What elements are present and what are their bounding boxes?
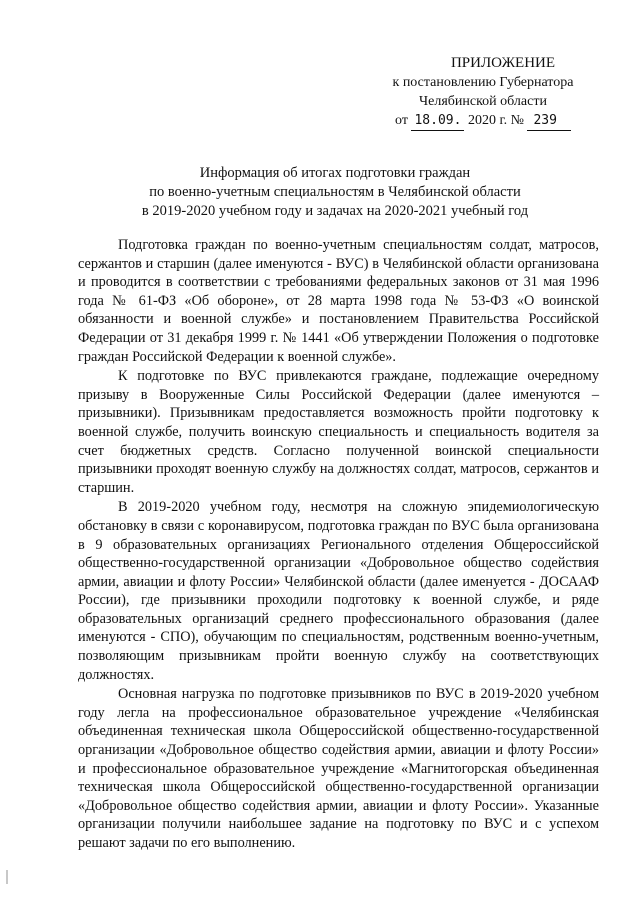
- date-day: 18.09.: [411, 111, 464, 131]
- document-body: [78, 236, 599, 854]
- paragraph: К подготовке по ВУС привлекаются граждане, подлежащие очередному призыву в Вооруженные Силы Российской Федерации (далее именуются – призывники). Призывникам предоставляется возможность пройти подготовку к военной службе, получить воинскую специальность и специальность водителя за счет бюджетных средств. Согласно полученной воинской специальности призывники проходят военную службу на должностях солдат, матросов, сержантов и старшин.: [78, 368, 599, 496]
- appendix-heading: ПРИЛОЖЕНИЕ: [450, 55, 556, 71]
- paragraph: В 2019-2020 учебном году, несмотря на сложную эпидемиологическую обстановку в связи с коронавирусом, подготовка граждан по ВУС была организована в 9 образовательных организациях Регионального отделения Общероссийской общественно-государственной организации «Добровольное общество содействия армии, авиации и флоту России» Челябинской области (далее именуется - ДОСААФ России), где призывники проходили подготовку к военной службе, и ряде образовательных организаций среднего профессионального образования (далее именуются - СПО), обучающим по специальностям, родственным военно-учетным, позволяющим призывникам пройти военную службу на соответствующих должностях.: [78, 499, 599, 683]
- appendix-block: [360, 54, 606, 131]
- document-title: [90, 164, 580, 221]
- document-number: 239: [527, 111, 570, 131]
- paragraph: Основная нагрузка по подготовке призывников по ВУС в 2019-2020 учебном году легла на профессиональное образовательное учреждение «Челябинская объединенная техническая школа Общероссийской общественно-государственной организации «Добровольное общество содействия армии, авиации и флоту России» и профессиональное образовательное учреждение «Магнитогорская объединенная техническая школа Общероссийской общественно-государственной организации «Добровольное общество содействия армии, авиации и флоту России». Указанные организации получили наибольшее задание на подготовку по ВУС и с успехом решают задачи по его выполнению.: [78, 686, 599, 851]
- paragraph: Подготовка граждан по военно-учетным специальностям солдат, матросов, сержантов и старшин (далее именуются - ВУС) в Челябинской области организована и проводится в соответствии с требованиями федеральных законов от 31 мая 1996 года № 61-ФЗ «Об обороне», от 28 марта 1998 года № 53-ФЗ «О воинской обязанности и военной службе» и постановлением Правительства Российской Федерации от 31 декабря 1999 г. № 1441 «Об утверждении Положения о подготовке граждан Российской Федерации к военной службе».: [78, 237, 599, 365]
- appendix-line-1: к постановлению Губернатора: [392, 75, 574, 90]
- date-year: 2020 г. №: [467, 113, 524, 128]
- title-line-3: в 2019-2020 учебном году и задачах на 2020-2021 учебный год: [141, 203, 529, 219]
- scan-margin-mark: [6, 870, 8, 884]
- title-line-2: по военно-учетным специальностям в Челябинской области: [149, 184, 521, 200]
- appendix-line-2: Челябинской области: [419, 94, 547, 109]
- date-prefix: от: [395, 113, 408, 128]
- appendix-date-line: [360, 111, 606, 131]
- title-line-1: Информация об итогах подготовки граждан: [199, 165, 471, 181]
